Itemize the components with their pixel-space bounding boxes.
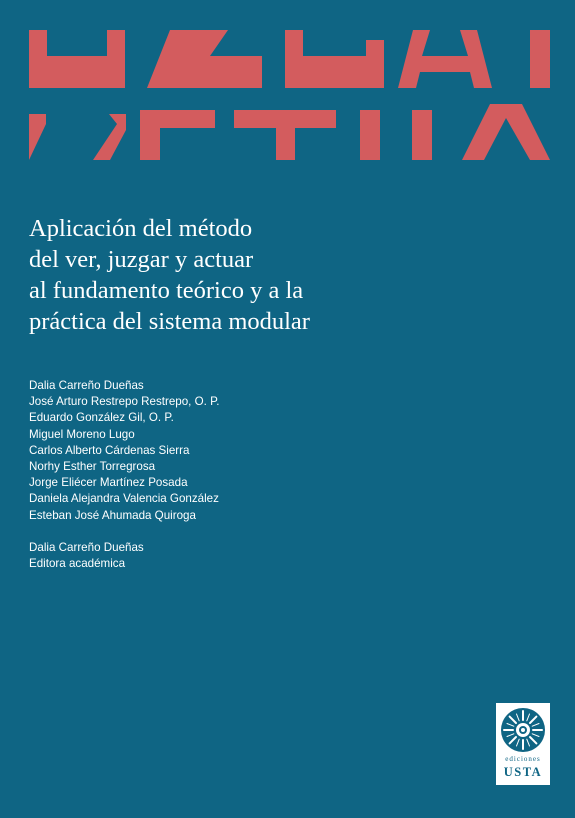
author-list — [29, 378, 220, 524]
title-line: al fundamento teórico y a la — [29, 277, 304, 304]
editor-credit — [29, 540, 144, 572]
editor-role: Editora académica — [29, 557, 126, 571]
author-name: Dalia Carreño Dueñas — [29, 379, 144, 392]
deco-letter-a — [398, 30, 492, 88]
publisher-logo — [496, 703, 550, 785]
deco-letter-v-2 — [93, 114, 126, 160]
author-name: Esteban José Ahumada Quiroga — [29, 508, 196, 522]
deco-letter-c — [140, 110, 215, 160]
deco-letter-a-2 — [462, 104, 550, 160]
decorative-letterforms — [0, 0, 575, 170]
editor-name: Dalia Carreño Dueñas — [29, 541, 144, 554]
author-name: Jorge Eliécer Martínez Posada — [29, 476, 188, 490]
title-line: práctica del sistema modular — [29, 308, 310, 335]
deco-letter-u — [29, 30, 125, 88]
title-line: Aplicación del método — [29, 215, 253, 242]
sun-emblem-icon — [496, 703, 550, 757]
author-name: Norhy Esther Torregrosa — [29, 460, 156, 474]
author-name: José Arturo Restrepo Restrepo, O. P. — [29, 395, 220, 409]
deco-letter-g — [285, 30, 384, 88]
title-line: del ver, juzgar y actuar — [29, 246, 254, 273]
author-name: Eduardo González Gil, O. P. — [29, 411, 174, 425]
deco-letter-i — [530, 30, 550, 88]
publisher-small-text: ediciones — [505, 755, 541, 763]
deco-letter-u-2 — [360, 110, 432, 160]
deco-letter-t — [234, 110, 336, 160]
deco-letter-v — [29, 114, 46, 160]
author-name: Miguel Moreno Lugo — [29, 427, 135, 441]
publisher-name: USTA — [503, 765, 543, 779]
book-title — [29, 213, 549, 337]
author-name: Daniela Alejandra Valencia González — [29, 492, 219, 506]
author-name: Carlos Alberto Cárdenas Sierra — [29, 443, 190, 457]
deco-letter-z — [147, 30, 262, 88]
